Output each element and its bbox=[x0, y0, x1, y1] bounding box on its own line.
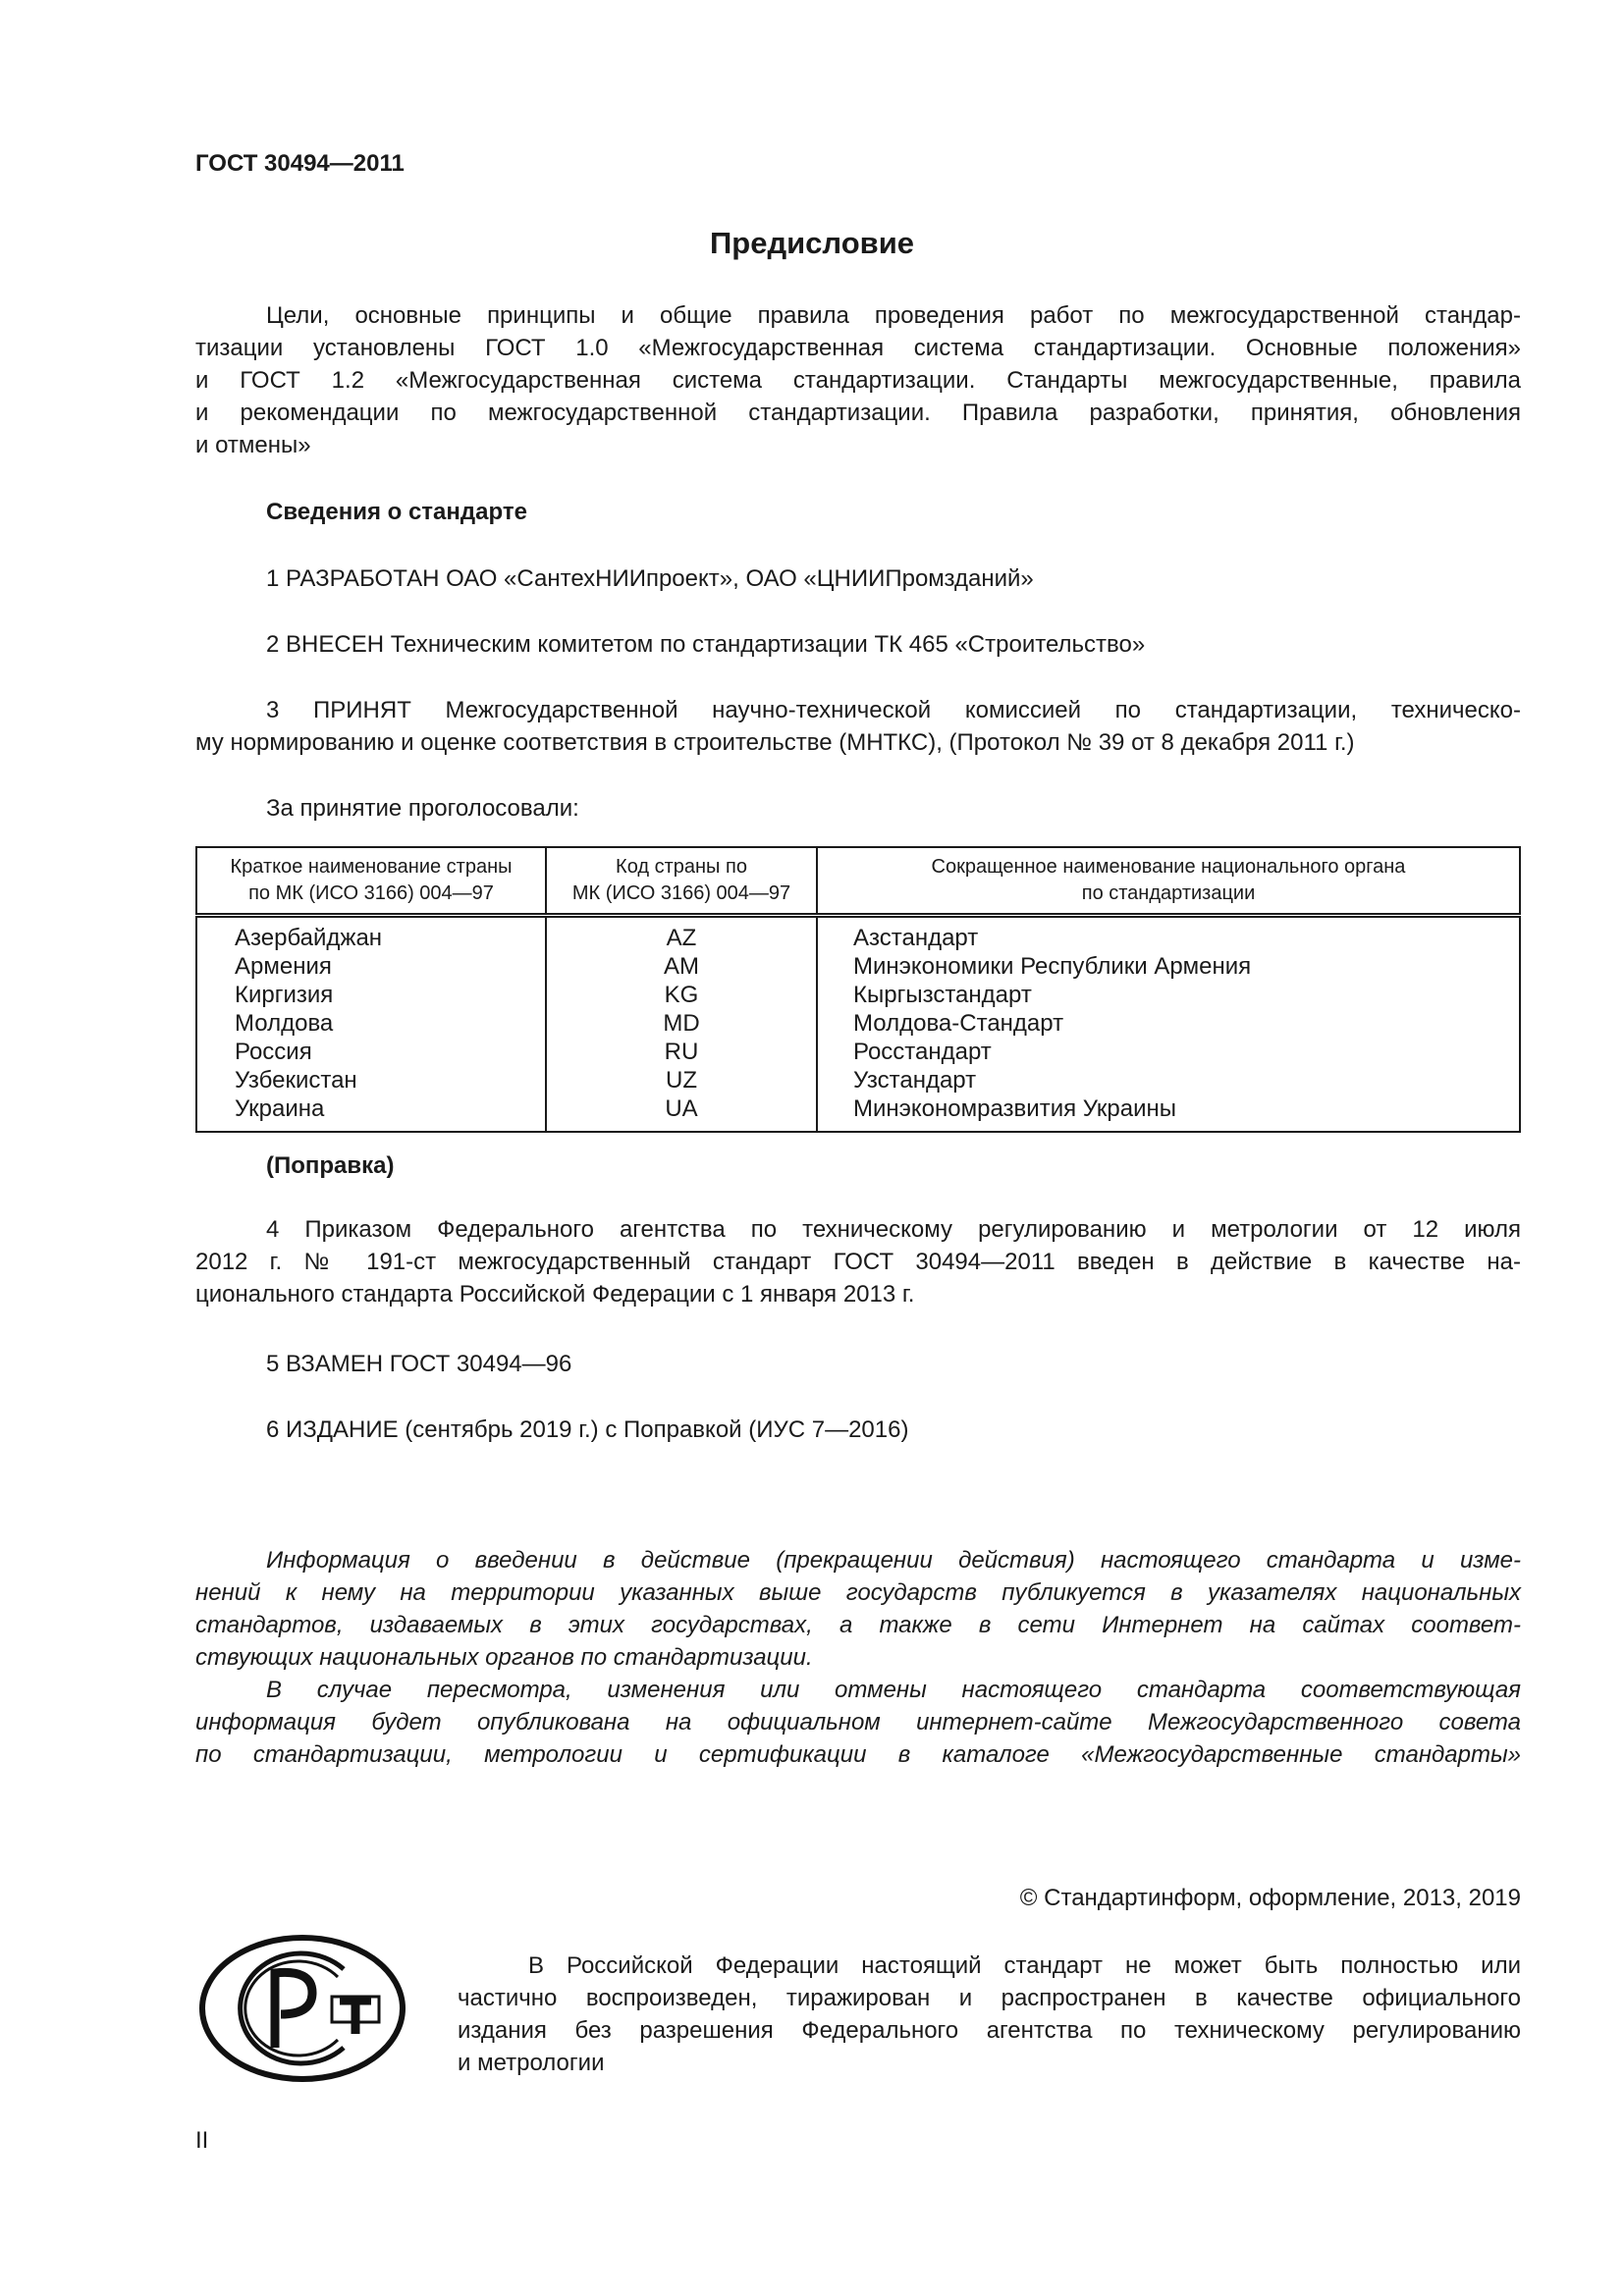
item-3-line: 3 ПРИНЯТ Межгосударственной научно-технической комиссией по стандартизации, техническо- bbox=[266, 697, 1521, 723]
header-body bbox=[817, 847, 1520, 916]
notice-paragraph bbox=[195, 1544, 1521, 1771]
notice-line: информация будет опубликована на официальном интернет-сайте Межгосударственного совета bbox=[195, 1709, 1521, 1735]
notice-line: стандартов, издаваемых в этих государствах, а также в сети Интернет на сайтах соответ- bbox=[195, 1612, 1521, 1638]
rights-line: частично воспроизведен, тиражирован и распространен в качестве официального bbox=[458, 1985, 1521, 2011]
info-heading: Сведения о стандарте bbox=[266, 499, 527, 525]
header-line: по стандартизации bbox=[1081, 882, 1256, 904]
table-body bbox=[196, 916, 1520, 1133]
code-cell: AM bbox=[664, 953, 699, 980]
copyright: © Стандартинформ, оформление, 2013, 2019 bbox=[1019, 1885, 1521, 1911]
code-cell: AZ bbox=[666, 925, 697, 951]
rights-line: и метрологии bbox=[458, 2050, 605, 2076]
body-cell: Минэкономразвития Украины bbox=[853, 1095, 1177, 1122]
intro-line: Цели, основные принципы и общие правила проведения работ по межгосударственной стандар- bbox=[266, 302, 1521, 329]
country-cell: Азербайджан bbox=[235, 925, 383, 951]
amendment-label: (Поправка) bbox=[266, 1152, 395, 1179]
body-cell: Азстандарт bbox=[853, 925, 979, 951]
info-item-6: 6 ИЗДАНИЕ (сентябрь 2019 г.) с Поправкой (ИУС 7—2016) bbox=[266, 1416, 909, 1443]
country-cell: Армения bbox=[235, 953, 332, 980]
notice-line: по стандартизации, метрологии и сертификации в каталоге «Межгосударственные стандарты» bbox=[195, 1741, 1521, 1768]
intro-paragraph bbox=[195, 299, 1521, 461]
info-item-5: 5 ВЗАМЕН ГОСТ 30494—96 bbox=[266, 1351, 572, 1377]
intro-line: и отмены» bbox=[195, 432, 311, 458]
code-cell: UA bbox=[665, 1095, 698, 1122]
info-item-2: 2 ВНЕСЕН Техническим комитетом по стандартизации ТК 465 «Строительство» bbox=[266, 631, 1146, 658]
body-cell: Кыргызстандарт bbox=[853, 982, 1032, 1008]
header-line: по МК (ИСО 3166) 004—97 bbox=[248, 882, 494, 904]
intro-line: и рекомендации по межгосударственной стандартизации. Правила разработки, принятия, обновления bbox=[195, 400, 1521, 426]
header-line: Сокращенное наименование национального органа bbox=[931, 856, 1406, 878]
country-cell: Россия bbox=[235, 1039, 312, 1065]
notice-line: Информация о введении в действие (прекращении действия) настоящего стандарта и изме- bbox=[266, 1547, 1521, 1574]
voting-table bbox=[195, 846, 1521, 1133]
rights-line: В Российской Федерации настоящий стандарт не может быть полностью или bbox=[528, 1952, 1521, 1979]
page-title: Предисловие bbox=[709, 226, 914, 260]
body-cell: Минэкономики Республики Армения bbox=[853, 953, 1252, 980]
item-3-line: му нормированию и оценке соответствия в строительстве (МНТКС), (Протокол № 39 от 8 декабря 2011 г.) bbox=[195, 729, 1355, 756]
body-column bbox=[817, 916, 1520, 1133]
header-line: Краткое наименование страны bbox=[230, 856, 513, 878]
document-id: ГОСТ 30494—2011 bbox=[195, 150, 405, 177]
info-item-1: 1 РАЗРАБОТАН ОАО «СантехНИИпроект», ОАО «ЦНИИПромзданий» bbox=[266, 565, 1034, 592]
notice-line: В случае пересмотра, изменения или отмены настоящего стандарта соответствующая bbox=[266, 1677, 1521, 1703]
item-4-line: ционального стандарта Российской Федерации с 1 января 2013 г. bbox=[195, 1281, 915, 1308]
item-4-line: 2012 г. № 191-ст межгосударственный стандарт ГОСТ 30494—2011 введен в действие в качестве на- bbox=[195, 1249, 1521, 1275]
code-cell: UZ bbox=[666, 1067, 697, 1094]
body-cell: Узстандарт bbox=[853, 1067, 977, 1094]
header-country bbox=[196, 847, 546, 916]
page-number: II bbox=[195, 2127, 209, 2154]
header-code bbox=[546, 847, 817, 916]
notice-line: нений к нему на территории указанных выше государств публикуется в указателях национальных bbox=[195, 1579, 1521, 1606]
item-4-line: 4 Приказом Федерального агентства по техническому регулированию и метрологии от 12 июля bbox=[266, 1216, 1521, 1243]
intro-line: тизации установлены ГОСТ 1.0 «Межгосударственная система стандартизации. Основные положения» bbox=[195, 335, 1521, 361]
header-line: МК (ИСО 3166) 004—97 bbox=[571, 882, 791, 904]
voted-label: За принятие проголосовали: bbox=[266, 795, 579, 822]
rights-notice bbox=[458, 1949, 1521, 2079]
country-cell: Украина bbox=[235, 1095, 325, 1122]
code-cell: RU bbox=[664, 1039, 699, 1065]
rst-certification-mark-icon bbox=[196, 1932, 412, 2085]
notice-line: ствующих национальных органов по стандартизации. bbox=[195, 1644, 813, 1671]
info-item-3 bbox=[195, 694, 1521, 759]
country-cell: Молдова bbox=[235, 1010, 334, 1037]
code-cell: KG bbox=[664, 982, 699, 1008]
intro-line: и ГОСТ 1.2 «Межгосударственная система стандартизации. Стандарты межгосударственные, правила bbox=[195, 367, 1521, 394]
country-column bbox=[196, 916, 546, 1133]
body-cell: Росстандарт bbox=[853, 1039, 992, 1065]
header-line: Код страны по bbox=[616, 856, 747, 878]
country-cell: Узбекистан bbox=[235, 1067, 357, 1094]
body-cell: Молдова-Стандарт bbox=[853, 1010, 1064, 1037]
table-header-row bbox=[196, 847, 1520, 916]
country-cell: Киргизия bbox=[235, 982, 334, 1008]
code-column bbox=[546, 916, 817, 1133]
code-cell: MD bbox=[663, 1010, 700, 1037]
rights-line: издания без разрешения Федерального агентства по техническому регулированию bbox=[458, 2017, 1521, 2044]
info-item-4 bbox=[195, 1213, 1521, 1310]
